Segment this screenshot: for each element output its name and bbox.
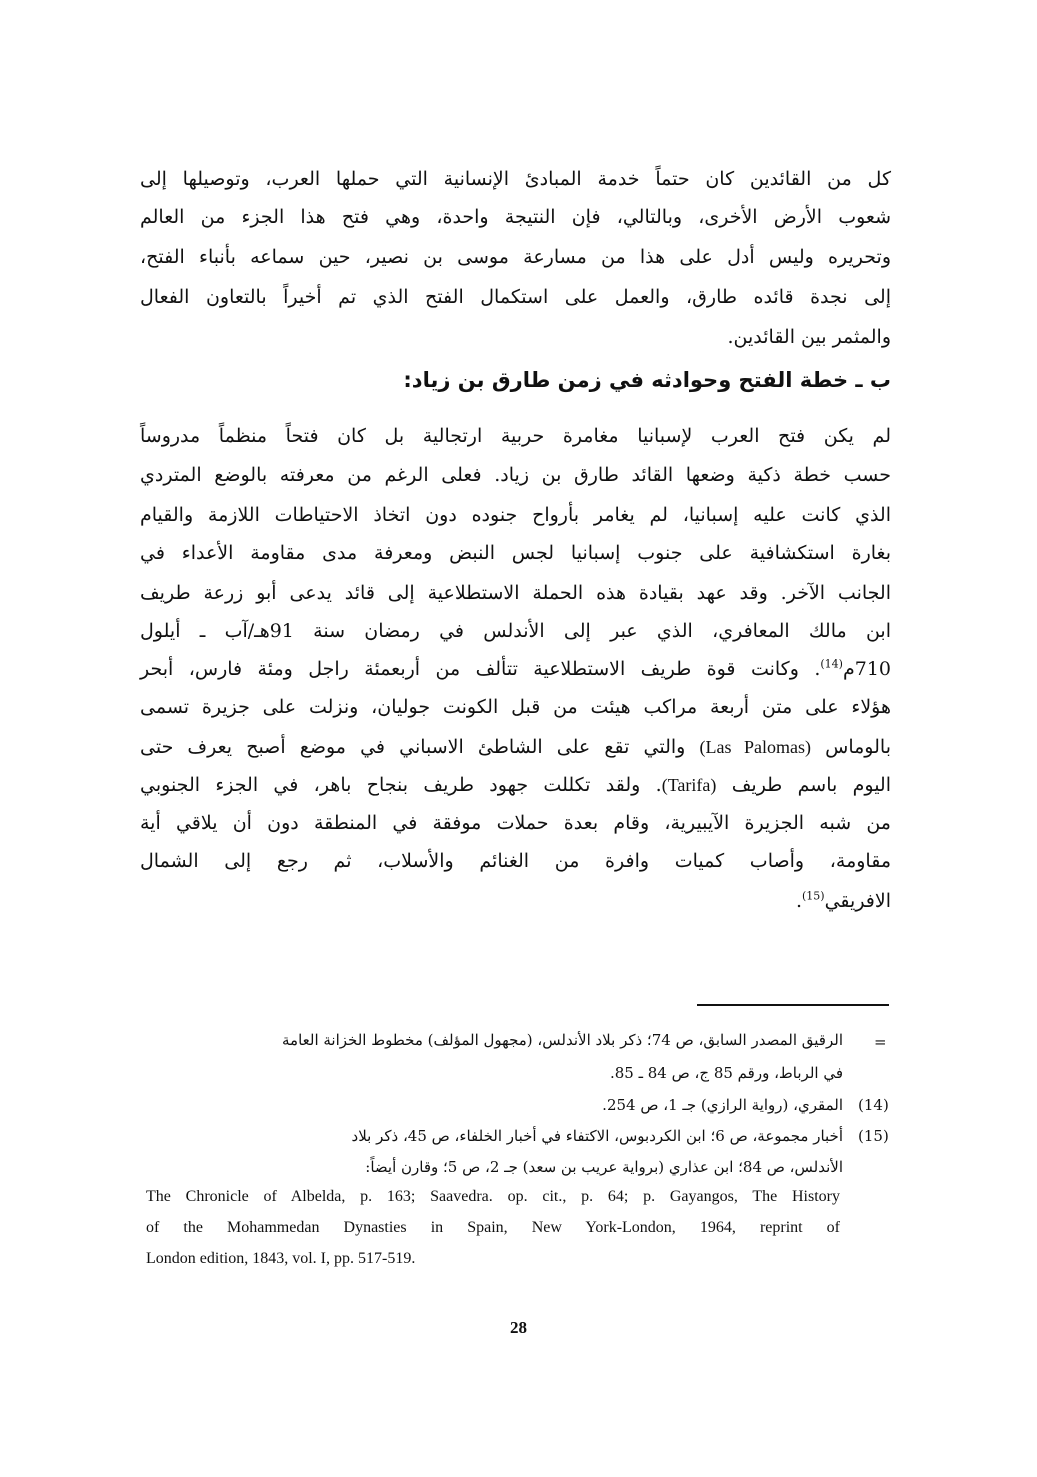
main-line-7-end: . وكانت قوة طريف الاستطلاعية تتألف من أربعمئة راجل ومئة فارس، أبحر [140, 658, 821, 680]
intro-line-3: وتحريره وليس أدل على هذا من مسارعة موسى بن نصير، حين سماعه بأنباء الفتح، [140, 246, 891, 268]
main-line-9-start: بالوماس [811, 736, 891, 758]
main-line-7 [140, 658, 891, 680]
main-line-2: حسب خطة ذكية وضعها القائد طارق بن زياد. فعلى الرغم من معرفته بالوضع المتردي [140, 464, 891, 486]
main-line-10-start: اليوم باسم طريف [716, 774, 891, 796]
footnote-continuation-line-1: الرقيق المصدر السابق، ص 74؛ ذكر بلاد الأندلس، (مجهول المؤلف) مخطوط الخزانة العامة [282, 1031, 843, 1049]
main-line-3: الذي كانت عليه إسبانيا، لم يغامر بأرواح جنوده دون اتخاذ الاحتياطات اللازمة والقيام [140, 504, 891, 526]
main-line-5: الجانب الآخر. وقد عهد بقيادة هذه الحملة الاستطلاعية إلى قائد يدعى أبو زرعة طريف [140, 582, 891, 604]
main-line-10 [140, 774, 891, 796]
main-line-1: لم يكن فتح العرب لإسبانيا مغامرة حربية ارتجالية بل كان فتحاً منظماً مدروساً [140, 425, 891, 447]
footnote-ref-15: (15) [801, 889, 825, 903]
las-palomas-term: (Las Palomas) [699, 737, 812, 757]
footnote-15-english-line-1: The Chronicle of Albelda, p. 163; Saavedra. op. cit., p. 64; p. Gayangos, The History [146, 1188, 840, 1205]
tarifa-term: (Tarifa) [661, 775, 717, 795]
footnote-continuation-marker: = [874, 1033, 887, 1051]
footnote-14-marker: (14) [858, 1096, 889, 1114]
page-number: 28 [510, 1318, 527, 1337]
section-heading: ب ـ خطة الفتح وحوادثه في زمن طارق بن زياد: [403, 368, 891, 392]
footnote-14-text: المقري، (رواية الرازي) جـ 1، ص 254. [602, 1096, 843, 1114]
main-line-12: مقاومة، وأصاب كميات وافرة من الغنائم والأسلاب، ثم رجع إلى الشمال [140, 850, 891, 872]
intro-line-1: كل من القائدين كان حتماً خدمة المبادئ الإنسانية التي حملها العرب، وتوصيلها إلى [140, 168, 891, 190]
main-line-11: من شبه الجزيرة الآيبيرية، وقام بعدة حملات موفقة في المنطقة دون أن يلاقي أية [140, 812, 891, 834]
footnote-15-english-line-2: of the Mohammedan Dynasties in Spain, New York-London, 1964, reprint of [146, 1219, 840, 1236]
footnote-separator [697, 1004, 889, 1006]
intro-line-2: شعوب الأرض الأخرى، وبالتالي، فإن النتيجة واحدة، وهي فتح هذا الجزء من العالم [140, 206, 891, 228]
main-line-10-end: . ولقد تكللت جهود طريف بنجاح باهر، في الجزء الجنوبي [140, 774, 662, 796]
footnote-15-english-line-3: London edition, 1843, vol. I, pp. 517-519. [146, 1250, 416, 1267]
intro-line-5: والمثمر بين القائدين. [727, 326, 891, 348]
main-line-8: هؤلاء على متن أربعة مراكب هيئت من قبل الكونت جوليان، ونزلت على جزيرة تسمى [140, 696, 891, 718]
footnote-continuation-line-2: في الرباط، ورقم 85 ج، ص 84 ـ 85. [609, 1064, 843, 1082]
main-line-13-end: . [795, 890, 802, 912]
main-line-9-end: والتي تقع على الشاطئ الاسباني في موضع أصبح يعرف حتى [140, 736, 700, 758]
main-line-6: ابن مالك المعافري، الذي عبر إلى الأندلس في رمضان سنة 91هـ/آب ـ أيلول [140, 620, 891, 642]
main-line-4: بغارة استكشافية على جنوب إسبانيا لجس النبض ومعرفة مدى مقاومة الأعداء في [140, 542, 891, 564]
main-line-9 [140, 736, 891, 758]
main-line-13 [796, 890, 891, 912]
footnote-15-line-1: أخبار مجموعة، ص 6؛ ابن الكردبوس، الاكتفاء في أخبار الخلفاء، ص 45، ذكر بلاد [351, 1127, 843, 1145]
footnote-15-marker: (15) [858, 1127, 889, 1145]
footnote-15-line-2: الأندلس، ص 84؛ ابن عذاري (برواية عريب بن سعد) جـ 2، ص 5؛ وقارن أيضاً: [365, 1158, 843, 1176]
intro-line-4: إلى نجدة قائده طارق، والعمل على استكمال الفتح الذي تم أخيراً بالتعاون الفعال [140, 286, 891, 308]
main-line-13-start: الافريقي [824, 890, 891, 912]
main-line-7-start: 710م [842, 658, 891, 680]
footnote-ref-14: (14) [820, 657, 843, 671]
